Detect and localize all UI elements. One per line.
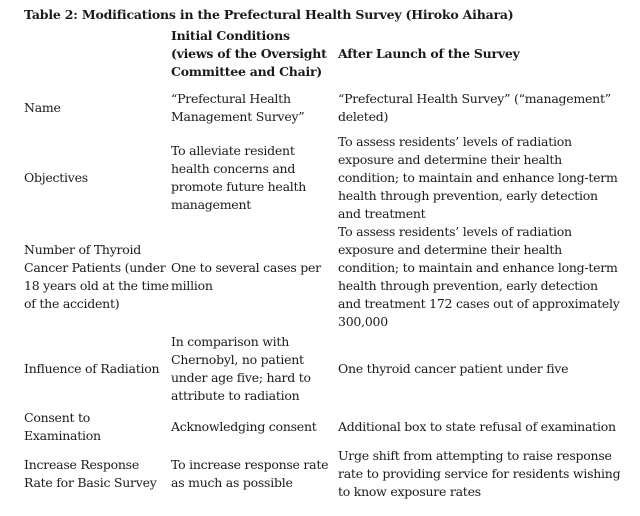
table-row <box>24 331 624 407</box>
table-header-row <box>24 27 624 83</box>
row-after: “Prefectural Health Survey” (“management” deleted) <box>338 91 611 124</box>
row-after: One thyroid cancer patient under five <box>338 361 569 376</box>
row-initial: To alleviate resident health concerns and promote future health management <box>171 143 307 212</box>
row-after: To assess residents’ levels of radiation exposure and determine their health condition; to maintain and enhance long-term health through prevention, early detection and treatment <box>338 134 618 221</box>
table-row <box>24 133 624 223</box>
row-label: Objectives <box>24 170 88 185</box>
table-row <box>24 223 624 331</box>
row-initial: In comparison with Chernobyl, no patient under age five; hard to attribute to radiation <box>171 334 311 403</box>
row-label: Number of Thyroid Cancer Patients (under 18 years old at the time of the accident) <box>24 242 169 311</box>
row-label: Consent to Examination <box>24 410 101 443</box>
row-initial: To increase response rate as much as possible <box>171 457 329 490</box>
row-after: To assess residents’ levels of radiation exposure and determine their health condition; to maintain and enhance long-term health through prevention, early detection and treatment 172 cases out of approximately 300,000 <box>338 224 620 329</box>
header-blank <box>24 27 171 83</box>
row-initial: “Prefectural Health Management Survey” <box>171 91 305 124</box>
table-row <box>24 407 624 447</box>
modifications-table <box>24 27 624 501</box>
row-label: Increase Response Rate for Basic Survey <box>24 457 157 490</box>
row-initial: One to several cases per million <box>171 260 321 293</box>
row-after: Urge shift from attempting to raise response rate to providing service for residents wishing to know exposure rates <box>338 448 621 499</box>
row-initial: Acknowledging consent <box>171 419 317 434</box>
row-label: Name <box>24 100 61 115</box>
header-after-launch: After Launch of the Survey <box>338 46 520 61</box>
table-row <box>24 447 624 501</box>
header-initial-conditions: Initial Conditions (views of the Oversight Committee and Chair) <box>171 28 327 79</box>
row-label: Influence of Radiation <box>24 361 160 376</box>
table-row <box>24 83 624 133</box>
table-title: Table 2: Modifications in the Prefectural Health Survey (Hiroko Aihara) <box>24 7 514 22</box>
row-after: Additional box to state refusal of examination <box>338 419 616 434</box>
